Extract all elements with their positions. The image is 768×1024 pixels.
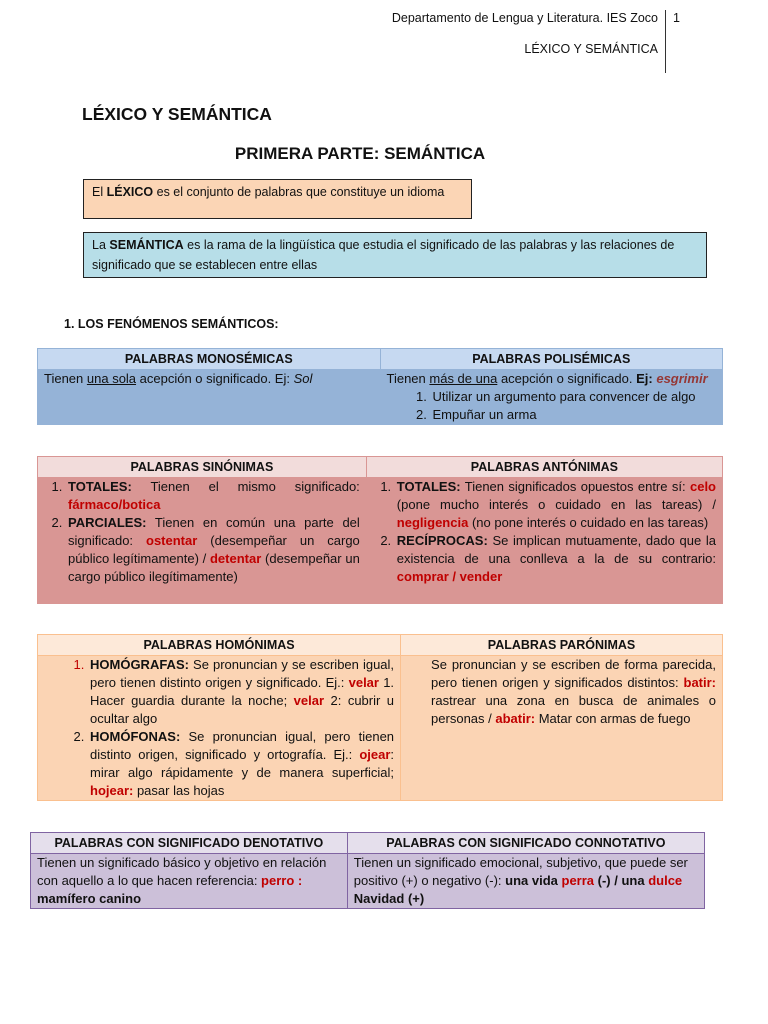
list-item (66, 514, 360, 586)
synonym-list (44, 478, 360, 586)
denotative-header: PALABRAS CON SIGNIFICADO DENOTATIVO (31, 833, 348, 854)
monosemic-cell (38, 370, 381, 425)
page-number: 1 (673, 11, 680, 25)
homofonas-def-2: pasar las hojas (133, 783, 225, 798)
list-item (395, 532, 716, 586)
header-department: Departamento de Lengua y Literatura. IES Zoco (391, 11, 658, 25)
antonym-list (373, 478, 716, 586)
lexico-definition-box (83, 179, 472, 219)
list-item: 2. Empuñar un arma (431, 406, 717, 424)
homografas-example-1: velar (348, 675, 379, 690)
homofonas-text: Se pronuncian igual, pero tienen distinto origen, significado y ortografía. Ej.: (90, 729, 395, 762)
monosemic-header: PALABRAS MONOSÉMICAS (38, 349, 381, 370)
paronym-cell (401, 656, 723, 801)
connotative-example-1: perra (561, 873, 595, 888)
poli-text-underlined: más de una (429, 371, 498, 386)
homografas-text: Se pronuncian y se escriben igual, pero tienen distinto origen y significado. Ej.: (90, 657, 395, 690)
sin-totales-example: fármaco/botica (68, 497, 161, 512)
connotative-b: (-) / una (594, 873, 649, 888)
ant-totales-mid: (pone mucho interés o cuidado en las tareas) / (396, 497, 716, 512)
semantica-term: SEMÁNTICA (109, 238, 184, 252)
poli-ej-label: Ej: (636, 371, 653, 386)
synonym-cell (38, 478, 367, 604)
paronym-text: Se pronuncian y se escriben de forma parecida, pero tienen origen y significados distintos: (431, 657, 716, 690)
denotative-def: mamífero canino (37, 891, 142, 906)
homofonas-example-2: hojear: (90, 783, 134, 798)
polysemic-cell (380, 370, 723, 425)
list-item (66, 478, 360, 514)
ant-totales-example-2: negligencia (396, 515, 469, 530)
denotative-cell (31, 854, 348, 909)
poli-example: esgrimir (656, 371, 708, 386)
poli-text-b: acepción o significado. (497, 371, 637, 386)
poli-text-a: Tienen (386, 371, 430, 386)
mono-text-underlined: una sola (86, 371, 137, 386)
connotative-example-2: dulce (648, 873, 683, 888)
synonym-antonym-table (37, 456, 723, 604)
header-divider (665, 10, 666, 73)
poli-meanings-list (387, 388, 717, 424)
ant-reciprocas-example: comprar / vender (396, 569, 503, 584)
section-heading: 1. LOS FENÓMENOS SEMÁNTICOS: (64, 317, 279, 331)
paronym-example-2: abatir: (495, 711, 536, 726)
antonym-cell (366, 478, 722, 604)
ant-totales-example-1: celo (689, 479, 716, 494)
paronym-def-1: rastrear una zona en busca de animales o personas / (431, 693, 716, 726)
sin-totales-text: Tienen el mismo significado: (131, 479, 360, 494)
denotative-example: perro : (261, 873, 303, 888)
sin-parciales-label: PARCIALES: (68, 515, 147, 530)
page-title: LÉXICO Y SEMÁNTICA (82, 104, 272, 124)
sin-parciales-mid: (desempeñar un cargo público legítimamente) / (68, 533, 360, 566)
header-subject: LÉXICO Y SEMÁNTICA (524, 42, 658, 56)
connotative-c: Navidad (+) (353, 891, 425, 906)
homofonas-example-1: ojear (359, 747, 391, 762)
sin-parciales-example-2: detentar (209, 551, 262, 566)
semantica-definition-box (83, 232, 707, 278)
page-subtitle: PRIMERA PARTE: SEMÁNTICA (234, 144, 486, 163)
list-item (88, 728, 394, 800)
homonym-list (44, 656, 394, 800)
paronym-header: PALABRAS PARÓNIMAS (401, 635, 723, 656)
mono-text-a: Tienen (44, 371, 87, 386)
homografas-def-1: 1. Hacer guardia durante la noche; (90, 675, 395, 708)
lexico-term: LÉXICO (106, 185, 154, 199)
antonym-header: PALABRAS ANTÓNIMAS (366, 457, 722, 478)
ant-reciprocas-text: Se implican mutuamente, dado que la existencia de una conlleva a la de su contrario: (396, 533, 716, 566)
paronym-def-2: Matar con armas de fuego (535, 711, 691, 726)
paronym-example-1: batir: (683, 675, 716, 690)
denotative-text: Tienen un significado básico y objetivo en relación con aquello a lo que hacen referencia: (37, 855, 327, 888)
denotative-connotative-table (30, 832, 705, 909)
mono-text-b: acepción o significado. Ej: (136, 371, 294, 386)
connotative-text: Tienen un significado emocional, subjetivo, que puede ser positivo (+) o negativo (-): (353, 855, 688, 888)
list-item (88, 656, 394, 728)
semantica-definition: es la rama de la lingüística que estudia el significado de las palabras y las relaciones de significado que se establecen entre ellas (92, 238, 675, 272)
homofonas-def-1: : mirar algo rápidamente y de manera superficial; (90, 747, 395, 780)
homografas-def-2: 2: cubrir u ocultar algo (90, 693, 395, 726)
list-item: 1. Utilizar un argumento para convencer de algo (431, 388, 717, 406)
homografas-example-2: velar (293, 693, 325, 708)
connotative-cell (347, 854, 704, 909)
connotative-header: PALABRAS CON SIGNIFICADO CONNOTATIVO (347, 833, 704, 854)
homonym-paronym-table (37, 634, 723, 801)
ant-totales-end: (no pone interés o cuidado en las tareas) (468, 515, 709, 530)
homofonas-label: HOMÓFONAS: (90, 729, 181, 744)
sin-parciales-end: (desempeñar un cargo público ilegítimamente) (68, 551, 360, 584)
connotative-a: una vida (505, 873, 562, 888)
sin-totales-label: TOTALES: (68, 479, 132, 494)
homonym-cell (38, 656, 401, 801)
lexico-prefix: El (92, 185, 107, 199)
sin-parciales-example-1: ostentar (146, 533, 198, 548)
homografas-label: HOMÓGRAFAS: (90, 657, 189, 672)
ant-totales-label: TOTALES: (396, 479, 461, 494)
ant-reciprocas-label: RECÍPROCAS: (396, 533, 488, 548)
lexico-definition: es el conjunto de palabras que constituye un idioma (153, 185, 445, 199)
mono-example: Sol (293, 371, 313, 386)
ant-totales-text: Tienen significados opuestos entre sí: (460, 479, 690, 494)
homonym-header: PALABRAS HOMÓNIMAS (38, 635, 401, 656)
polysemic-header: PALABRAS POLISÉMICAS (380, 349, 723, 370)
semantica-prefix: La (92, 238, 110, 252)
monosemic-polysemic-table (37, 348, 723, 425)
synonym-header: PALABRAS SINÓNIMAS (38, 457, 367, 478)
list-item (395, 478, 716, 532)
sin-parciales-text: Tienen en común una parte del significado: (68, 515, 360, 548)
